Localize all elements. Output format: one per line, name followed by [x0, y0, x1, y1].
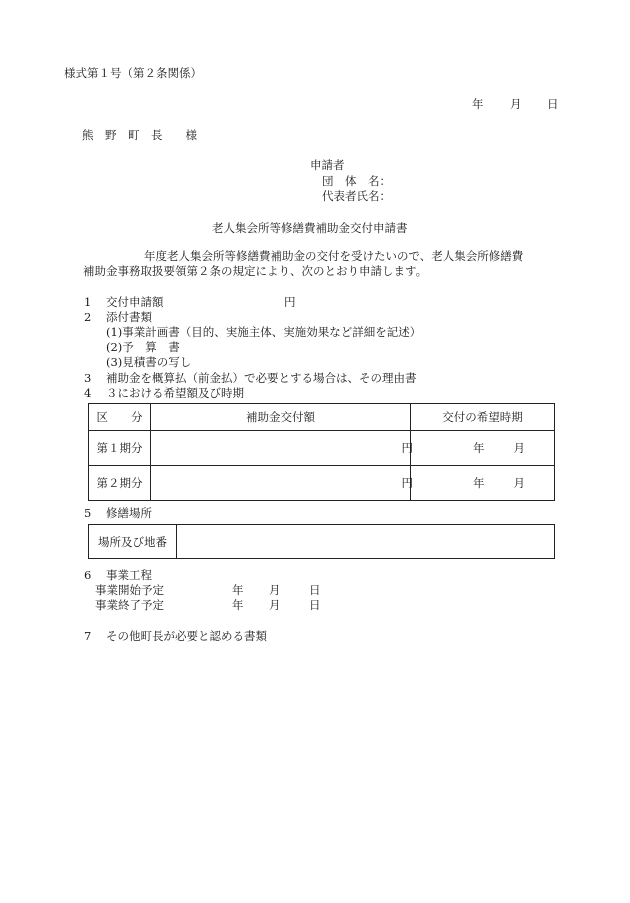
- project-start-label: 事業開始予定: [95, 583, 164, 597]
- row-1-year: 年: [473, 441, 485, 455]
- project-start-year: 年: [232, 583, 244, 597]
- item-1-unit: 円: [284, 295, 296, 309]
- document-title: 老人集会所等修繕費補助金交付申請書: [212, 221, 408, 235]
- item-2-label: 添付書類: [106, 310, 152, 324]
- project-start-month: 月: [269, 583, 281, 597]
- item-6-label: 事業工程: [106, 568, 152, 582]
- organization-name-label: 団 体 名：: [322, 174, 391, 188]
- item-4-label: ３における希望額及び時期: [106, 386, 244, 400]
- row-2-year: 年: [473, 476, 485, 490]
- item-7-number: 7: [84, 629, 92, 643]
- form-number: 様式第１号（第２条関係）: [64, 66, 202, 80]
- item-5-label: 修繕場所: [106, 506, 152, 520]
- item-1-label: 交付申請額: [106, 295, 164, 309]
- location-value-field[interactable]: [177, 525, 555, 559]
- row-1-amount[interactable]: [151, 431, 411, 466]
- project-end-day: 日: [309, 598, 321, 612]
- date-day-label: 日: [547, 97, 559, 111]
- item-2-sub-3: (3)見積書の写し: [106, 355, 192, 369]
- project-end-month: 月: [269, 598, 281, 612]
- intro-line-2: 補助金事務取扱要領第２条の規定により、次のとおり申請します。: [83, 264, 428, 278]
- header-timing: 交付の希望時期: [411, 404, 555, 431]
- repair-location-table: [88, 524, 555, 559]
- item-5-number: 5: [84, 506, 92, 520]
- row-1-category: 第１期分: [89, 431, 151, 466]
- item-3-label: 補助金を概算払（前金払）で必要とする場合は、その理由書: [106, 371, 417, 385]
- table-row: [89, 466, 555, 501]
- addressee: 熊 野 町 長 様: [82, 128, 197, 142]
- applicant-label: 申請者: [310, 158, 345, 172]
- location-label: 場所及び地番: [89, 525, 177, 559]
- header-amount: 補助金交付額: [151, 404, 411, 431]
- item-3-number: 3: [84, 371, 92, 385]
- row-1-month: 月: [513, 441, 525, 455]
- table-row: [89, 431, 555, 466]
- project-end-year: 年: [232, 598, 244, 612]
- row-2-month: 月: [513, 476, 525, 490]
- item-2-sub-2: (2)予 算 書: [106, 340, 180, 354]
- date-month-label: 月: [510, 97, 522, 111]
- row-2-category: 第２期分: [89, 466, 151, 501]
- row-2-timing[interactable]: [411, 466, 555, 501]
- row-2-amount[interactable]: [151, 466, 411, 501]
- header-category: 区 分: [89, 404, 151, 431]
- item-7-label: その他町長が必要と認める書類: [106, 629, 267, 643]
- item-2-number: 2: [84, 310, 92, 324]
- date-year-label: 年: [472, 97, 484, 111]
- desired-amount-table-header: [89, 404, 555, 431]
- row-1-timing[interactable]: [411, 431, 555, 466]
- project-start-day: 日: [309, 583, 321, 597]
- intro-line-1: 年度老人集会所等修繕費補助金の交付を受けたいので、老人集会所修繕費: [144, 249, 524, 263]
- item-2-sub-1: (1)事業計画書（目的、実施主体、実施効果など詳細を記述）: [106, 325, 422, 339]
- row-2-unit: 円: [401, 476, 413, 490]
- representative-name-label: 代表者氏名：: [322, 189, 391, 203]
- project-end-label: 事業終了予定: [95, 598, 164, 612]
- desired-amount-table: [88, 403, 555, 501]
- row-1-unit: 円: [401, 441, 413, 455]
- item-6-number: 6: [84, 568, 92, 582]
- item-1-number: 1: [84, 295, 92, 309]
- item-4-number: 4: [84, 386, 92, 400]
